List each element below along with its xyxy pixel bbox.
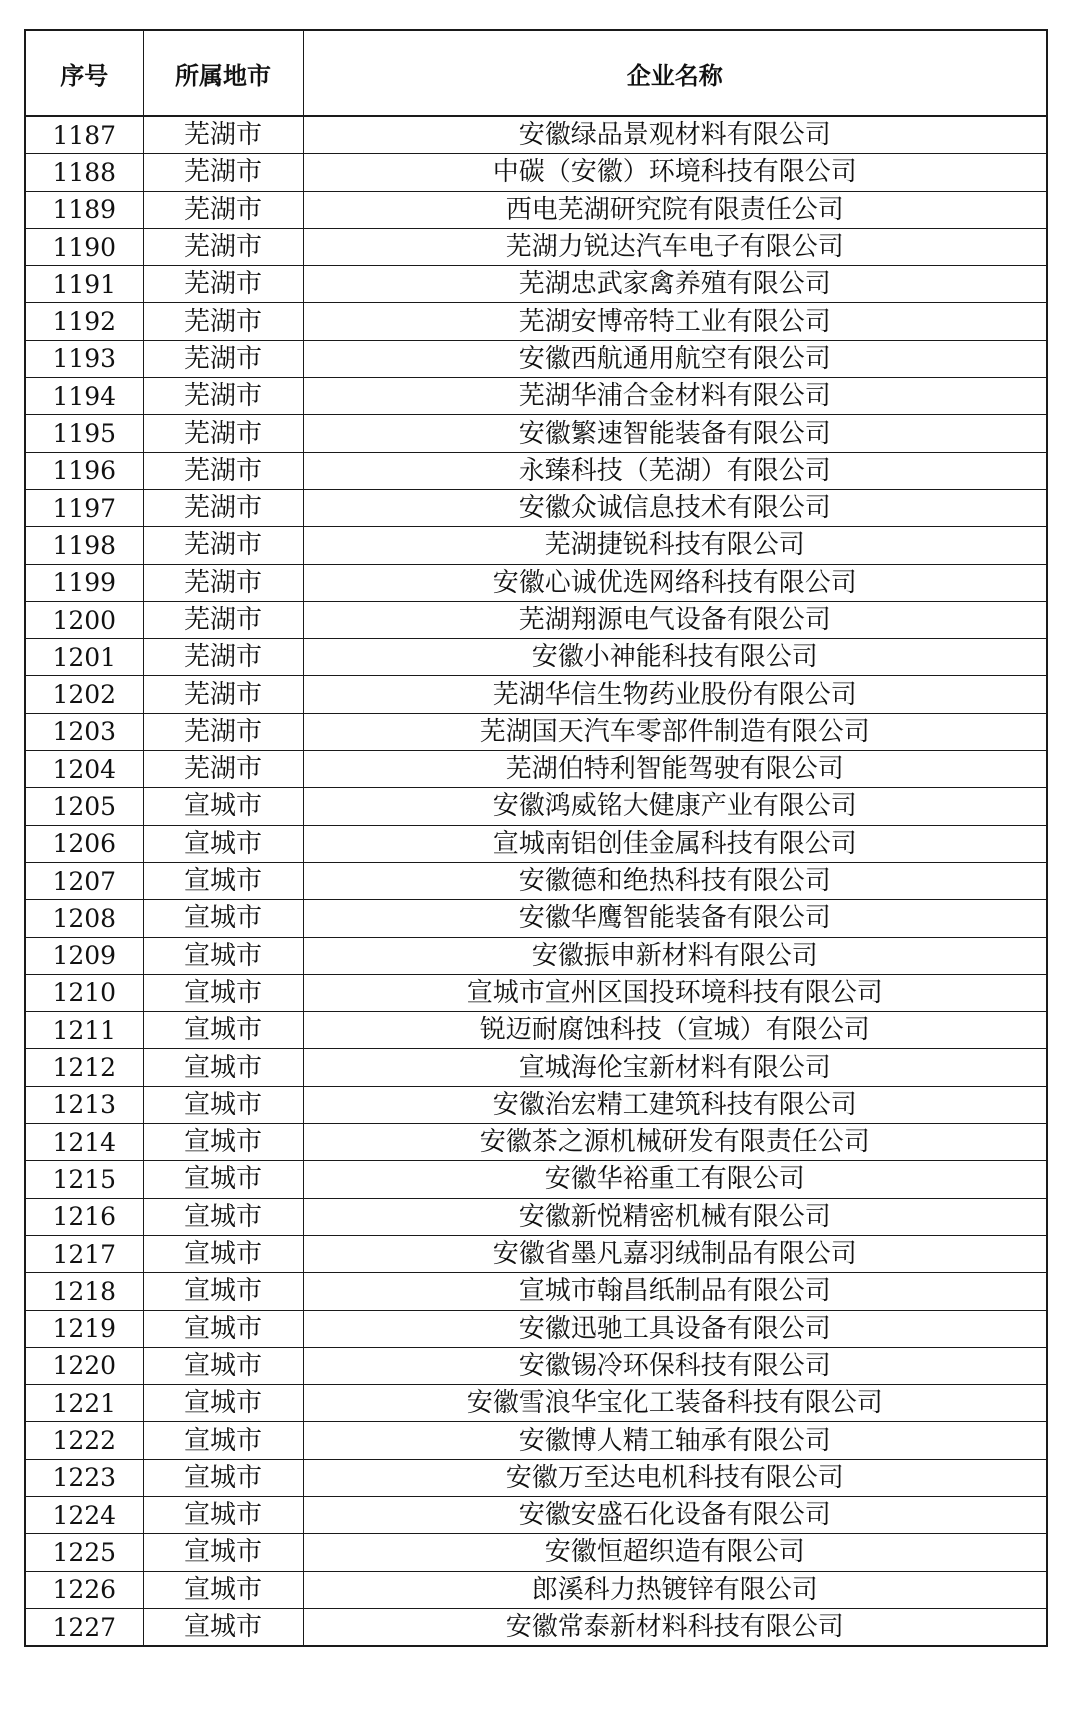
table-row xyxy=(25,1347,1047,1384)
table-row xyxy=(25,266,1047,303)
table-row xyxy=(25,974,1047,1011)
row-company-name: 宣城南铝创佳金属科技有限公司 xyxy=(303,825,1047,862)
row-company-name: 芜湖力锐达汽车电子有限公司 xyxy=(303,228,1047,265)
row-company-name: 芜湖伯特利智能驾驶有限公司 xyxy=(303,751,1047,788)
row-city: 芜湖市 xyxy=(143,489,303,526)
row-city: 宣城市 xyxy=(143,1422,303,1459)
row-index: 1204 xyxy=(25,751,143,788)
row-city: 芜湖市 xyxy=(143,191,303,228)
row-city: 芜湖市 xyxy=(143,378,303,415)
row-city: 宣城市 xyxy=(143,1273,303,1310)
table-row xyxy=(25,1534,1047,1571)
table-row xyxy=(25,788,1047,825)
table-row xyxy=(25,1459,1047,1496)
row-company-name: 安徽常泰新材料科技有限公司 xyxy=(303,1608,1047,1646)
row-city: 芜湖市 xyxy=(143,713,303,750)
row-company-name: 安徽小神能科技有限公司 xyxy=(303,639,1047,676)
document-page xyxy=(24,29,1046,1647)
table-row xyxy=(25,378,1047,415)
row-index: 1206 xyxy=(25,825,143,862)
row-city: 宣城市 xyxy=(143,937,303,974)
table-row xyxy=(25,1385,1047,1422)
row-city: 宣城市 xyxy=(143,1086,303,1123)
table-row xyxy=(25,1496,1047,1533)
row-company-name: 安徽恒超织造有限公司 xyxy=(303,1534,1047,1571)
row-company-name: 安徽安盛石化设备有限公司 xyxy=(303,1496,1047,1533)
table-row xyxy=(25,452,1047,489)
row-company-name: 安徽西航通用航空有限公司 xyxy=(303,340,1047,377)
row-index: 1201 xyxy=(25,639,143,676)
table-row xyxy=(25,489,1047,526)
row-company-name: 芜湖国天汽车零部件制造有限公司 xyxy=(303,713,1047,750)
row-company-name: 安徽锡冷环保科技有限公司 xyxy=(303,1347,1047,1384)
row-company-name: 芜湖安博帝特工业有限公司 xyxy=(303,303,1047,340)
row-index: 1197 xyxy=(25,489,143,526)
row-index: 1195 xyxy=(25,415,143,452)
row-city: 宣城市 xyxy=(143,1608,303,1646)
row-company-name: 安徽治宏精工建筑科技有限公司 xyxy=(303,1086,1047,1123)
row-city: 宣城市 xyxy=(143,788,303,825)
row-city: 宣城市 xyxy=(143,1235,303,1272)
row-company-name: 芜湖华信生物药业股份有限公司 xyxy=(303,676,1047,713)
table-row xyxy=(25,1012,1047,1049)
table-row xyxy=(25,116,1047,154)
table-row xyxy=(25,527,1047,564)
header-company: 企业名称 xyxy=(303,30,1047,116)
row-index: 1215 xyxy=(25,1161,143,1198)
row-company-name: 安徽众诚信息技术有限公司 xyxy=(303,489,1047,526)
row-company-name: 中碳（安徽）环境科技有限公司 xyxy=(303,154,1047,191)
row-index: 1225 xyxy=(25,1534,143,1571)
row-company-name: 安徽绿品景观材料有限公司 xyxy=(303,116,1047,154)
row-company-name: 芜湖翔源电气设备有限公司 xyxy=(303,601,1047,638)
row-city: 宣城市 xyxy=(143,1049,303,1086)
row-company-name: 芜湖华浦合金材料有限公司 xyxy=(303,378,1047,415)
row-company-name: 西电芜湖研究院有限责任公司 xyxy=(303,191,1047,228)
row-city: 宣城市 xyxy=(143,1571,303,1608)
row-city: 芜湖市 xyxy=(143,340,303,377)
row-city: 芜湖市 xyxy=(143,639,303,676)
table-row xyxy=(25,825,1047,862)
row-index: 1193 xyxy=(25,340,143,377)
row-company-name: 安徽雪浪华宝化工装备科技有限公司 xyxy=(303,1385,1047,1422)
table-row xyxy=(25,862,1047,899)
row-city: 芜湖市 xyxy=(143,452,303,489)
table-row xyxy=(25,1273,1047,1310)
row-company-name: 芜湖捷锐科技有限公司 xyxy=(303,527,1047,564)
row-city: 宣城市 xyxy=(143,825,303,862)
row-index: 1202 xyxy=(25,676,143,713)
table-row xyxy=(25,1571,1047,1608)
row-company-name: 宣城市翰昌纸制品有限公司 xyxy=(303,1273,1047,1310)
table-row xyxy=(25,303,1047,340)
row-company-name: 宣城市宣州区国投环境科技有限公司 xyxy=(303,974,1047,1011)
row-index: 1196 xyxy=(25,452,143,489)
row-company-name: 安徽新悦精密机械有限公司 xyxy=(303,1198,1047,1235)
row-city: 宣城市 xyxy=(143,1012,303,1049)
company-list-table xyxy=(24,29,1048,1647)
row-city: 芜湖市 xyxy=(143,266,303,303)
row-city: 芜湖市 xyxy=(143,527,303,564)
table-row xyxy=(25,1161,1047,1198)
row-index: 1213 xyxy=(25,1086,143,1123)
row-index: 1190 xyxy=(25,228,143,265)
row-city: 宣城市 xyxy=(143,862,303,899)
row-index: 1222 xyxy=(25,1422,143,1459)
row-city: 芜湖市 xyxy=(143,228,303,265)
table-row xyxy=(25,1422,1047,1459)
table-row xyxy=(25,1049,1047,1086)
table-row xyxy=(25,191,1047,228)
row-index: 1227 xyxy=(25,1608,143,1646)
row-company-name: 安徽博人精工轴承有限公司 xyxy=(303,1422,1047,1459)
row-company-name: 安徽万至达电机科技有限公司 xyxy=(303,1459,1047,1496)
row-index: 1203 xyxy=(25,713,143,750)
row-city: 宣城市 xyxy=(143,1534,303,1571)
row-index: 1199 xyxy=(25,564,143,601)
table-row xyxy=(25,564,1047,601)
row-index: 1221 xyxy=(25,1385,143,1422)
header-row xyxy=(25,30,1047,116)
row-index: 1223 xyxy=(25,1459,143,1496)
row-index: 1226 xyxy=(25,1571,143,1608)
row-index: 1209 xyxy=(25,937,143,974)
row-index: 1205 xyxy=(25,788,143,825)
table-row xyxy=(25,900,1047,937)
table-body xyxy=(25,116,1047,1646)
row-city: 宣城市 xyxy=(143,1459,303,1496)
row-city: 芜湖市 xyxy=(143,564,303,601)
row-city: 宣城市 xyxy=(143,900,303,937)
row-index: 1198 xyxy=(25,527,143,564)
table-row xyxy=(25,751,1047,788)
row-city: 芜湖市 xyxy=(143,116,303,154)
row-city: 宣城市 xyxy=(143,1161,303,1198)
row-index: 1192 xyxy=(25,303,143,340)
row-company-name: 安徽德和绝热科技有限公司 xyxy=(303,862,1047,899)
row-company-name: 安徽心诚优选网络科技有限公司 xyxy=(303,564,1047,601)
row-index: 1216 xyxy=(25,1198,143,1235)
row-index: 1218 xyxy=(25,1273,143,1310)
row-company-name: 安徽振申新材料有限公司 xyxy=(303,937,1047,974)
table-row xyxy=(25,1124,1047,1161)
table-row xyxy=(25,340,1047,377)
table-row xyxy=(25,639,1047,676)
row-city: 芜湖市 xyxy=(143,415,303,452)
header-city: 所属地市 xyxy=(143,30,303,116)
table-row xyxy=(25,1235,1047,1272)
row-index: 1212 xyxy=(25,1049,143,1086)
row-index: 1220 xyxy=(25,1347,143,1384)
row-city: 芜湖市 xyxy=(143,303,303,340)
row-index: 1191 xyxy=(25,266,143,303)
row-index: 1188 xyxy=(25,154,143,191)
row-index: 1189 xyxy=(25,191,143,228)
table-row xyxy=(25,676,1047,713)
row-company-name: 安徽繁速智能装备有限公司 xyxy=(303,415,1047,452)
row-city: 宣城市 xyxy=(143,1496,303,1533)
row-city: 宣城市 xyxy=(143,974,303,1011)
row-index: 1217 xyxy=(25,1235,143,1272)
table-row xyxy=(25,601,1047,638)
row-index: 1219 xyxy=(25,1310,143,1347)
row-city: 芜湖市 xyxy=(143,154,303,191)
table-row xyxy=(25,1198,1047,1235)
row-city: 芜湖市 xyxy=(143,751,303,788)
row-index: 1210 xyxy=(25,974,143,1011)
header-index: 序号 xyxy=(25,30,143,116)
row-company-name: 郎溪科力热镀锌有限公司 xyxy=(303,1571,1047,1608)
row-index: 1214 xyxy=(25,1124,143,1161)
row-city: 宣城市 xyxy=(143,1347,303,1384)
row-city: 宣城市 xyxy=(143,1310,303,1347)
row-company-name: 芜湖忠武家禽养殖有限公司 xyxy=(303,266,1047,303)
row-index: 1208 xyxy=(25,900,143,937)
row-index: 1211 xyxy=(25,1012,143,1049)
table-row xyxy=(25,713,1047,750)
row-company-name: 安徽华鹰智能装备有限公司 xyxy=(303,900,1047,937)
table-row xyxy=(25,937,1047,974)
row-city: 宣城市 xyxy=(143,1385,303,1422)
table-row xyxy=(25,1608,1047,1646)
table-row xyxy=(25,1086,1047,1123)
row-index: 1224 xyxy=(25,1496,143,1533)
row-company-name: 宣城海伦宝新材料有限公司 xyxy=(303,1049,1047,1086)
row-index: 1200 xyxy=(25,601,143,638)
row-city: 宣城市 xyxy=(143,1124,303,1161)
table-header xyxy=(25,30,1047,116)
table-row xyxy=(25,228,1047,265)
row-city: 芜湖市 xyxy=(143,676,303,713)
row-index: 1194 xyxy=(25,378,143,415)
row-company-name: 安徽省墨凡嘉羽绒制品有限公司 xyxy=(303,1235,1047,1272)
row-index: 1207 xyxy=(25,862,143,899)
row-city: 宣城市 xyxy=(143,1198,303,1235)
row-company-name: 安徽华裕重工有限公司 xyxy=(303,1161,1047,1198)
row-company-name: 永臻科技（芜湖）有限公司 xyxy=(303,452,1047,489)
table-row xyxy=(25,1310,1047,1347)
row-company-name: 安徽茶之源机械研发有限责任公司 xyxy=(303,1124,1047,1161)
row-index: 1187 xyxy=(25,116,143,154)
table-row xyxy=(25,154,1047,191)
table-row xyxy=(25,415,1047,452)
row-company-name: 安徽迅驰工具设备有限公司 xyxy=(303,1310,1047,1347)
row-company-name: 锐迈耐腐蚀科技（宣城）有限公司 xyxy=(303,1012,1047,1049)
row-city: 芜湖市 xyxy=(143,601,303,638)
row-company-name: 安徽鸿威铭大健康产业有限公司 xyxy=(303,788,1047,825)
